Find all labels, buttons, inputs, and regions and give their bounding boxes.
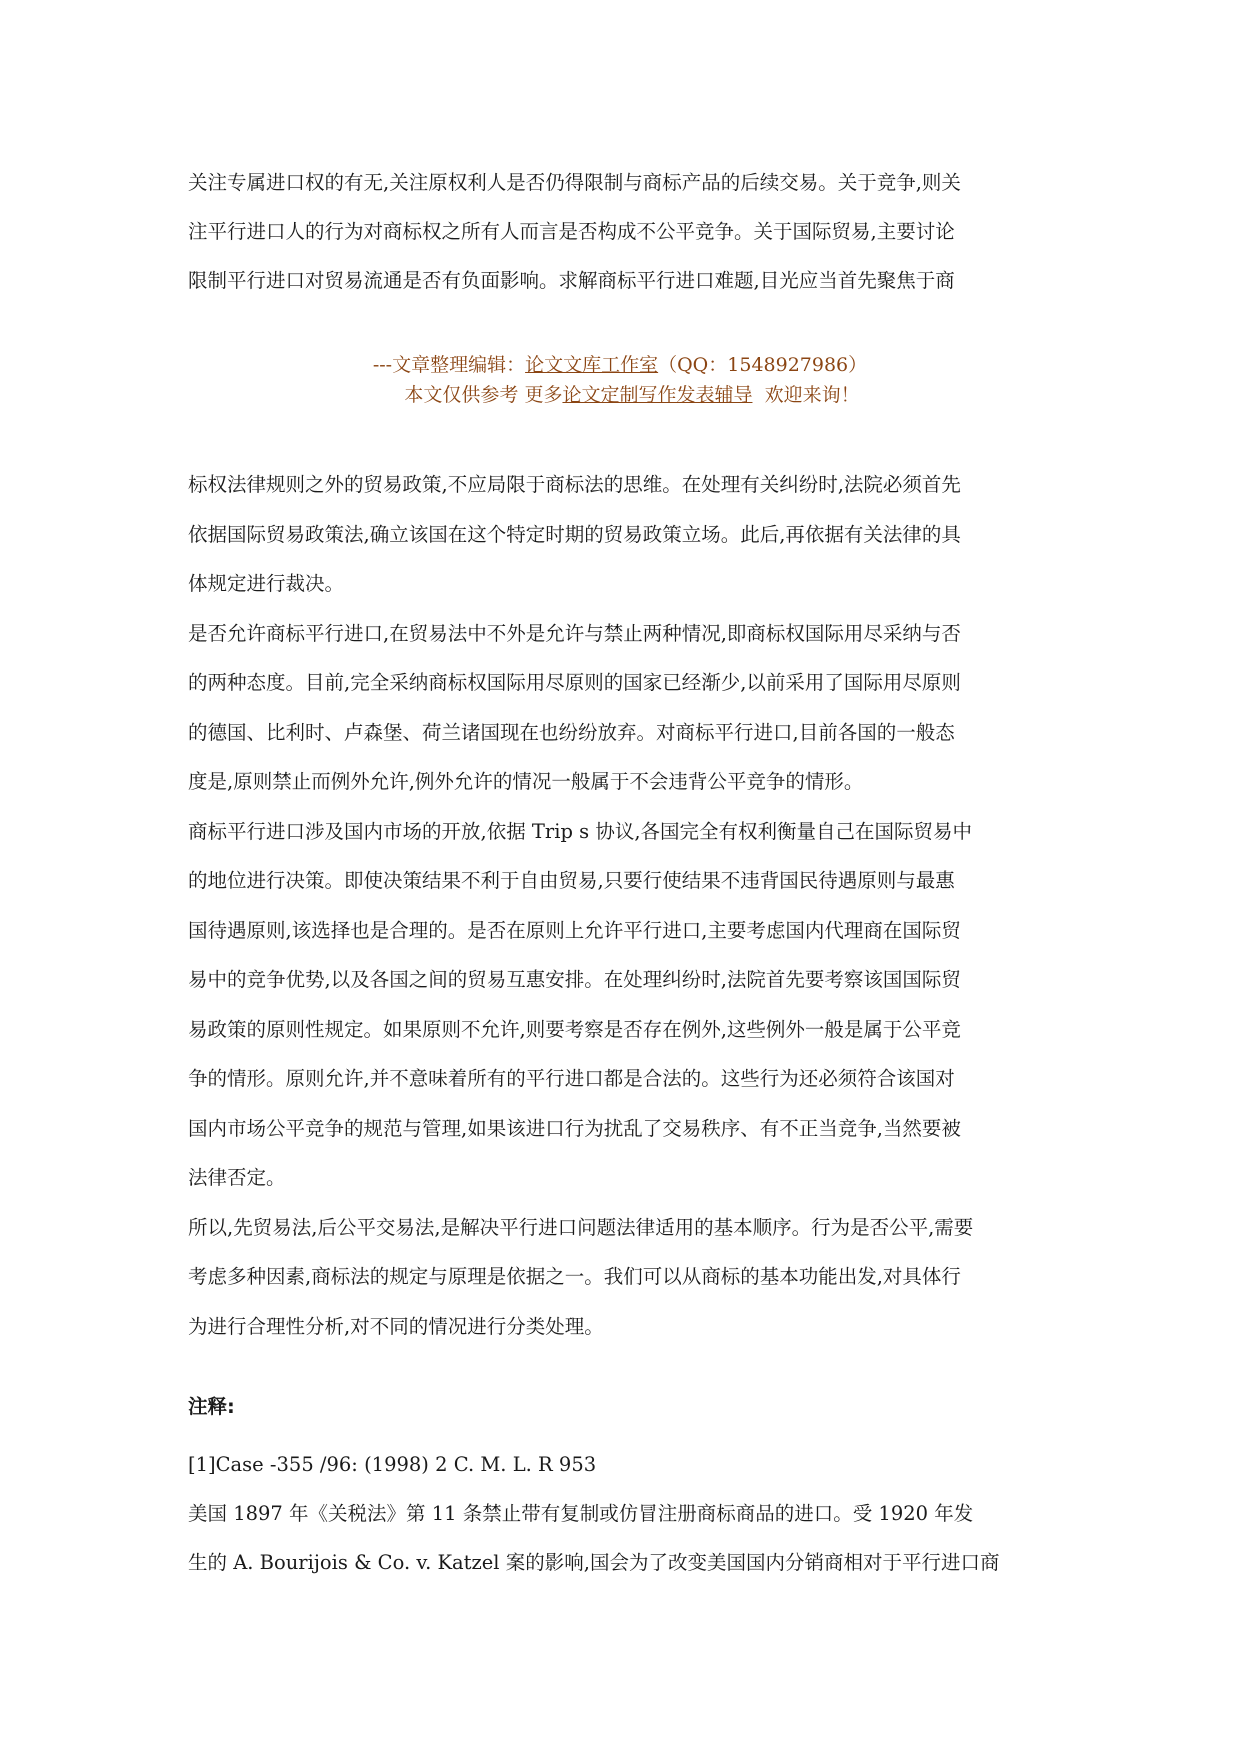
paragraph-line: 争的情形。原则允许,并不意味着所有的平行进口都是合法的。这些行为还必须符合该国对 <box>188 1067 955 1090</box>
editor-banner <box>188 350 1058 410</box>
paragraph-line: 易中的竞争优势,以及各国之间的贸易互惠安排。在处理纠纷时,法院首先要考察该国国际贸 <box>188 968 961 991</box>
paragraph-line: 商标平行进口涉及国内市场的开放,依据 Trip s 协议,各国完全有权利衡量自己在国际贸易中 <box>188 819 973 843</box>
paragraph-line: 的地位进行决策。即使决策结果不利于自由贸易,只要行使结果不违背国民待遇原则与最惠 <box>188 869 955 892</box>
paragraph-line: 注平行进口人的行为对商标权之所有人而言是否构成不公平竞争。关于国际贸易,主要讨论 <box>188 220 955 243</box>
banner-welcome: 欢迎来询！ <box>764 384 860 406</box>
studio-link[interactable]: 论文文库工作室 <box>525 354 659 376</box>
paragraph-line: 考虑多种因素,商标法的规定与原理是依据之一。我们可以从商标的基本功能出发,对具体行 <box>188 1265 961 1288</box>
banner-prefix: ---文章整理编辑： <box>372 354 526 376</box>
paragraph-line: 的德国、比利时、卢森堡、荷兰诸国现在也纷纷放弃。对商标平行进口,目前各国的一般态 <box>188 720 955 744</box>
paragraph-line: 依据国际贸易政策法,确立该国在这个特定时期的贸易政策立场。此后,再依据有关法律的具 <box>188 522 961 546</box>
note-line: 生的 A. Bourijois & Co. v. Katzel 案的影响,国会为了改变美国国内分销商相对于平行进口商 <box>188 1551 1000 1574</box>
paragraph-line: 标权法律规则之外的贸易政策,不应局限于商标法的思维。在处理有关纠纷时,法院必须首先 <box>188 473 961 496</box>
paragraph-line: 度是,原则禁止而例外允许,例外允许的情况一般属于不会违背公平竞争的情形。 <box>188 770 864 793</box>
paragraph-line: 体规定进行裁决。 <box>188 572 345 595</box>
service-link[interactable]: 论文定制写作发表辅导 <box>562 384 753 406</box>
paragraph-line: 易政策的原则性规定。如果原则不允许,则要考察是否存在例外,这些例外一般是属于公平竞 <box>188 1017 961 1041</box>
paragraph-line: 所以,先贸易法,后公平交易法,是解决平行进口问题法律适用的基本顺序。行为是否公平,需要 <box>188 1215 974 1239</box>
banner-note: 本文仅供参考 更多 <box>404 384 563 406</box>
paragraph-line: 国内市场公平竞争的规范与管理,如果该进口行为扰乱了交易秩序、有不正当竞争,当然要被 <box>188 1116 961 1140</box>
note-line: [1]Case -355 /96: (1998) 2 C. M. L. R 953 <box>188 1453 597 1476</box>
notes-heading: 注释: <box>188 1395 235 1418</box>
notes-text <box>188 1440 1058 1587</box>
body-text-top <box>188 158 1058 305</box>
banner-line-1 <box>182 350 1058 380</box>
paragraph-line: 的两种态度。目前,完全采纳商标权国际用尽原则的国家已经渐少,以前采用了国际用尽原则 <box>188 671 961 694</box>
body-text-main <box>188 460 1058 1351</box>
note-line: 美国 1897 年《关税法》第 11 条禁止带有复制或仿冒注册商标商品的进口。受 1920 年发 <box>188 1502 974 1525</box>
paragraph-line: 是否允许商标平行进口,在贸易法中不外是允许与禁止两种情况,即商标权国际用尽采纳与否 <box>188 621 961 645</box>
banner-qq: （QQ：1548927986） <box>658 354 868 376</box>
banner-line-2 <box>206 380 1058 410</box>
paragraph-line: 国待遇原则,该选择也是合理的。是否在原则上允许平行进口,主要考虑国内代理商在国际贸 <box>188 918 961 942</box>
paragraph-line: 限制平行进口对贸易流通是否有负面影响。求解商标平行进口难题,目光应当首先聚焦于商 <box>188 269 955 292</box>
paragraph-line: 为进行合理性分析,对不同的情况进行分类处理。 <box>188 1314 604 1338</box>
paragraph-line: 关注专属进口权的有无,关注原权利人是否仍得限制与商标产品的后续交易。关于竞争,则关 <box>188 171 961 194</box>
paragraph-line: 法律否定。 <box>188 1166 286 1189</box>
